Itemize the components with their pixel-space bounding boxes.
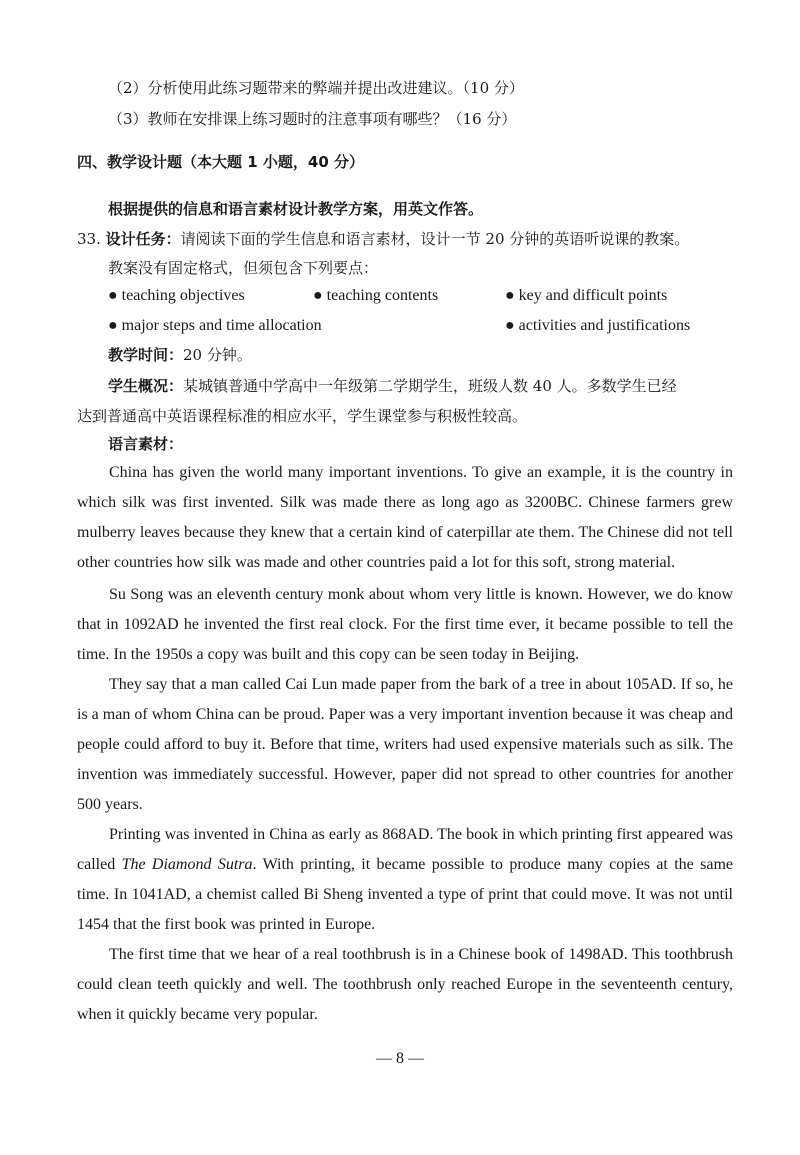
teaching-time xyxy=(108,345,252,365)
question-number: 33. xyxy=(77,230,101,248)
students-line-1 xyxy=(108,376,677,396)
page-number: — 8 — xyxy=(376,1050,424,1067)
passage-paragraph-4 xyxy=(77,820,733,940)
bullet-text: major steps and time allocation xyxy=(121,317,322,334)
passage-paragraph-2: Su Song was an eleventh century monk about whom very little is known. However, we do know that in 1092AD he invented the first real clock. For the first time ever, it became possible to tell the time. In the 1950s a copy was built and this copy can be seen today in Beijing. xyxy=(77,586,733,663)
students-label: 学生概况： xyxy=(108,377,184,395)
instruction: 根据提供的信息和语言素材设计教学方案，用英文作答。 xyxy=(108,200,484,218)
question-2: （2）分析使用此练习题带来的弊端并提出改进建议。（10 分） xyxy=(108,79,524,97)
bullet-item: ● activities and justifications xyxy=(505,317,691,334)
bullet-item: ● teaching contents xyxy=(313,287,439,304)
time-label: 教学时间： xyxy=(108,346,184,364)
passage-paragraph-1: China has given the world many important inventions. To give an example, it is the country in which silk was first invented. Silk was made there as long ago as 3200BC. Chinese farmers grew mulberry leaves because they knew that a certain kind of caterpillar ate them. The Chinese did not tell other countries how silk was made and other countries paid a lot for this soft, strong material. xyxy=(77,464,733,571)
bullet-item: ● key and difficult points xyxy=(505,287,668,304)
task-text: 请阅读下面的学生信息和语言素材，设计一节 20 分钟的英语听说课的教案。 xyxy=(180,230,690,248)
format-note: 教案没有固定格式，但须包含下列要点： xyxy=(108,259,379,277)
bullet-text: key and difficult points xyxy=(518,287,668,304)
section-title: 四、教学设计题（本大题 1 小题，40 分） xyxy=(77,153,364,171)
bullet-item: ● major steps and time allocation xyxy=(108,317,322,334)
time-value: 20 分钟。 xyxy=(183,346,252,364)
passage-text: Printing was invented in China as early as 868AD. The book in which printing first appeared was called xyxy=(77,826,733,873)
bullet-text: teaching objectives xyxy=(121,287,245,304)
bullet-item: ● teaching objectives xyxy=(108,287,245,304)
book-title: The Diamond Sutra xyxy=(121,856,253,873)
passage-paragraph-5: The first time that we hear of a real toothbrush is in a Chinese book of 1498AD. This toothbrush could clean teeth quickly and well. The toothbrush only reached Europe in the seventeenth century, when it quickly became very popular. xyxy=(77,946,733,1023)
question-33-task xyxy=(77,229,689,249)
question-3: （3）教师在安排课上练习题时的注意事项有哪些？（16 分） xyxy=(108,110,517,128)
passage-paragraph-3: They say that a man called Cai Lun made paper from the bark of a tree in about 105AD. If so, he is a man of whom China can be proud. Paper was a very important invention because it was cheap and people could afford to buy it. Before that time, writers had used expensive materials such as silk. The invention was immediately successful. However, paper did not spread to other countries for another 500 years. xyxy=(77,676,733,813)
students-line-2: 达到普通高中英语课程标准的相应水平，学生课堂参与积极性较高。 xyxy=(77,407,528,425)
passage-text: . With printing, it became possible to produce many copies at the same time. In 1041AD, a chemist called Bi Sheng invented a type of print that could move. It was not until 1454 that the first book was printed in Europe. xyxy=(77,856,734,933)
material-label: 语言素材： xyxy=(108,435,184,453)
task-label: 设计任务： xyxy=(105,230,181,248)
bullet-text: teaching contents xyxy=(326,287,439,304)
students-text: 某城镇普通中学高中一年级第二学期学生，班级人数 40 人。多数学生已经 xyxy=(183,377,677,395)
bullet-text: activities and justifications xyxy=(518,317,691,334)
